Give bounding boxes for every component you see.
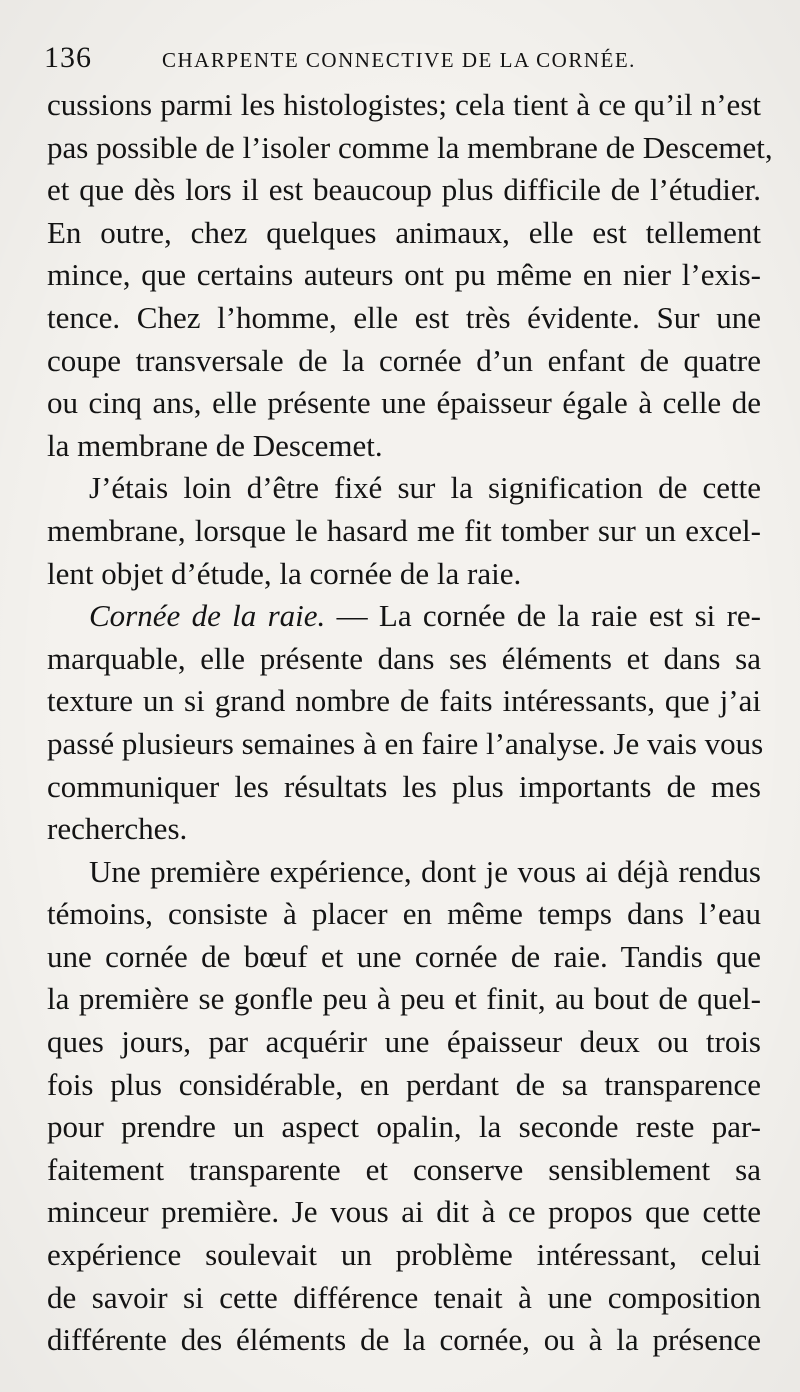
text-line: communiquer les résultats les plus importants de mes xyxy=(47,768,761,804)
text-line: membrane, lorsque le hasard me fit tomber sur un excel- xyxy=(47,512,761,548)
page-header xyxy=(44,38,764,78)
text-line: J’étais loin d’être fixé sur la signification de cette xyxy=(89,470,761,506)
text-line: passé plusieurs semaines à en faire l’analyse. Je vais vous xyxy=(47,725,764,761)
section-heading-cornee-de-la-raie: Cornée de la raie. xyxy=(89,598,326,634)
text-line: de savoir si cette différence tenait à une composition xyxy=(47,1279,761,1315)
text-line: expérience soulevait un problème intéressant, celui xyxy=(47,1237,761,1273)
text-line: tence. Chez l’homme, elle est très évidente. Sur une xyxy=(47,299,761,335)
text-line: ques jours, par acquérir une épaisseur deux ou trois xyxy=(47,1024,761,1060)
text-line-with-heading xyxy=(47,595,761,638)
text-line: la membrane de Descemet. xyxy=(47,427,383,463)
text-line: texture un si grand nombre de faits intéressants, que j’ai xyxy=(47,683,761,719)
text-line: coupe transversale de la cornée d’un enfant de quatre xyxy=(47,342,761,378)
text-line: cussions parmi les histologistes; cela tient à ce qu’il n’est xyxy=(47,87,761,122)
text-line: faitement transparente et conserve sensiblement sa xyxy=(47,1151,761,1187)
text-fragment: — La cornée de la raie est si re- xyxy=(325,598,761,634)
text-line: mince, que certains auteurs ont pu même en nier l’exis- xyxy=(47,257,761,293)
page-number: 136 xyxy=(44,41,92,74)
text-line: lent objet d’étude, la cornée de la raie. xyxy=(47,555,522,591)
text-line: recherches. xyxy=(47,811,188,847)
text-line: marquable, elle présente dans ses éléments et dans sa xyxy=(47,640,761,676)
text-line: En outre, chez quelques animaux, elle est tellement xyxy=(47,214,761,250)
running-head: CHARPENTE CONNECTIVE DE LA CORNÉE. xyxy=(162,48,636,72)
text-line: pas possible de l’isoler comme la membrane de Descemet, xyxy=(47,129,773,165)
text-line: pour prendre un aspect opalin, la seconde reste par- xyxy=(47,1109,761,1145)
text-line: différente des éléments de la cornée, ou à la présence xyxy=(47,1322,761,1358)
text-line: fois plus considérable, en perdant de sa transparence xyxy=(47,1066,761,1102)
body-text xyxy=(47,84,773,1362)
text-line: Une première expérience, dont je vous ai déjà rendus xyxy=(89,853,761,889)
text-line: la première se gonfle peu à peu et finit, au bout de quel- xyxy=(47,981,761,1017)
text-line: minceur première. Je vous ai dit à ce propos que cette xyxy=(47,1194,761,1230)
text-line: une cornée de bœuf et une cornée de raie. Tandis que xyxy=(47,938,761,974)
text-line: témoins, consiste à placer en même temps dans l’eau xyxy=(47,896,761,932)
text-line: et que dès lors il est beaucoup plus difficile de l’étudier. xyxy=(47,172,761,208)
text-line: ou cinq ans, elle présente une épaisseur égale à celle de xyxy=(47,385,761,421)
